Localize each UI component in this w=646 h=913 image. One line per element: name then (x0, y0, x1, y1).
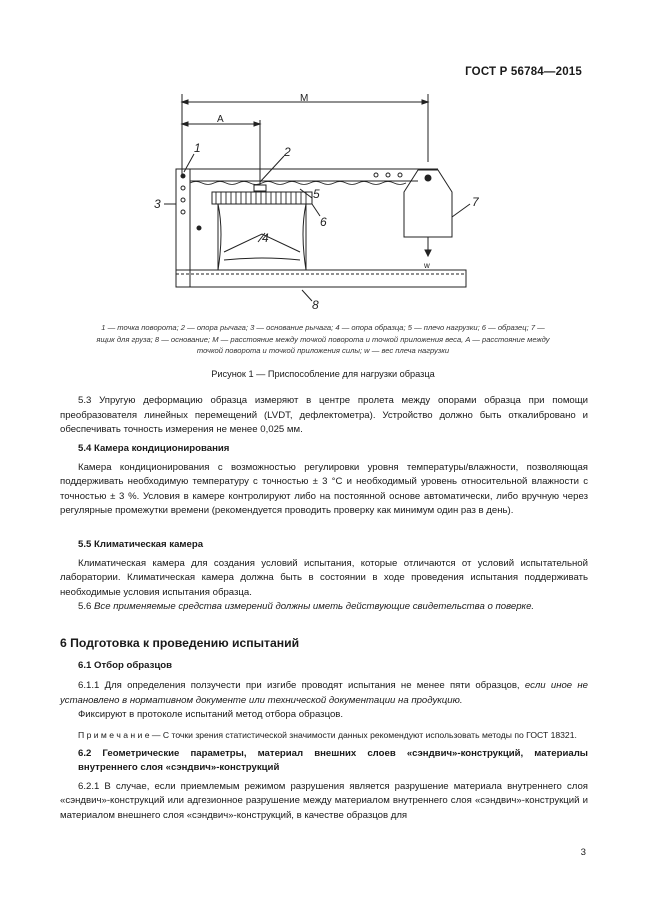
paragraph-6-1-1-italic: если иное не установлено в нормативном документе или технической документации на продукцию. (60, 680, 588, 706)
callout-8: 8 (312, 298, 319, 312)
document-header: ГОСТ Р 56784—2015 (465, 66, 582, 78)
note: П р и м е ч а н и е — С точки зрения статистической значимости данных рекомендуют использовать методы по ГОСТ 18321. (78, 729, 577, 740)
section-5-5 (60, 538, 588, 615)
callout-5: 5 (313, 187, 320, 201)
paragraph-5-6-number: 5.6 (78, 601, 95, 612)
dim-label-m: M (300, 93, 309, 104)
callout-1: 1 (194, 141, 201, 155)
paragraph-6-1-1: 6.1.1 Для определения ползучести при изгибе проводят испытания не менее пяти образцов, (78, 680, 525, 691)
paragraph-6-1-1-record: Фиксируют в протоколе испытаний метод отбора образцов. (78, 709, 344, 720)
section-5-3 (60, 394, 588, 438)
dim-label-w: w (424, 261, 430, 270)
dim-label-a: A (217, 114, 224, 125)
heading-6-1: 6.1 Отбор образцов (78, 659, 172, 671)
page-number: 3 (580, 847, 586, 858)
callout-2: 2 (284, 145, 291, 159)
callout-7: 7 (472, 195, 479, 209)
heading-6-2: 6.2 Геометрические параметры, материал внешних слоев «сэндвич»-конструкций, материалы внутреннего слоя «сэндвич»-конструкций (78, 747, 588, 773)
figure-legend (58, 322, 588, 357)
paragraph-5-3: 5.3 Упругую деформацию образца измеряют в центре пролета между опорами образца при помощи преобразователя линейных перемещений (LVDT, дефлектометра). Устройство должно быть откалибровано и обеспечивать точность измерения не менее 0,025 мм. (60, 395, 588, 435)
load-fixture-figure (150, 92, 480, 317)
section-6 (60, 636, 588, 823)
paragraph-5-4: Камера кондиционирования с возможностью регулировки уровня температуры/влажности, позволяющая поддерживать необходимую температуру с точностью ± 3 °C и необходимый уровень относительной влажности с точностью ± 3 %. Условия в камере контролируют либо на постоянной основе автоматически, либо вручную через регулярные промежутки времени (рекомендуется проводить проверку как минимум один раз в день). (60, 461, 588, 516)
heading-6: 6 Подготовка к проведению испытаний (60, 636, 300, 650)
figure-title: Рисунок 1 — Приспособление для нагрузки образца (211, 369, 435, 379)
figure-legend-line-1: 1 — точка поворота; 2 — опора рычага; 3 — основание рычага; 4 — опора образца; 5 — плечо нагрузки; 6 — образец; 7 — (101, 323, 545, 332)
paragraph-5-5: Климатическая камера для создания условий испытания, которые отличаются от условий испытательной лаборатории. Климатическая камера должна быть в состоянии в ходе проведения испытания поддерживать необходимые условия испытания образца. (60, 557, 588, 598)
paragraph-6-2-1: 6.2.1 В случае, если приемлемым режимом разрушения является разрушение материала внутреннего слоя «сэндвич»-конструкций или адгезионное разрушение между материалом внутреннего слоя «сэндвич»-конструкций и материалом внешнего слоя «сэндвич»-конструкций, в качестве образцов для (60, 780, 588, 821)
paragraph-5-6: Все применяемые средства измерений должны иметь действующие свидетельства о поверке. (94, 601, 535, 612)
figure-legend-line-2: ящик для груза; 8 — основание; M — расстояние между точкой поворота и точкой приложения веса, A — расстояние между (96, 334, 550, 344)
heading-5-4: 5.4 Камера кондиционирования (78, 443, 230, 454)
callout-4: 4 (262, 231, 269, 245)
section-5-4 (60, 442, 588, 519)
callout-6: 6 (320, 215, 327, 229)
figure-legend-line-3: точкой поворота и точкой приложения силы; w — вес плеча нагрузки (196, 346, 450, 355)
callout-3: 3 (154, 197, 161, 211)
heading-5-5: 5.5 Климатическая камера (78, 539, 204, 550)
